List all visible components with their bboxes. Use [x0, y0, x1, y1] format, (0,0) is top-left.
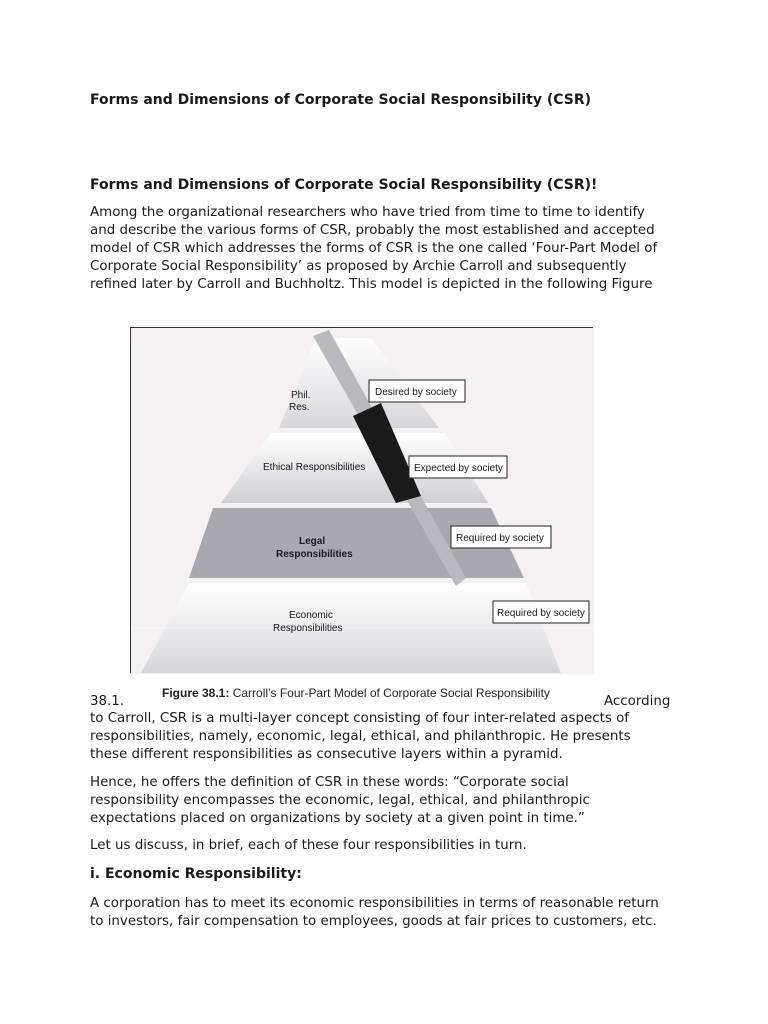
intro-paragraph	[90, 204, 690, 294]
required-box-economic	[493, 601, 589, 623]
legal-label-line1: Legal	[299, 536, 326, 547]
csr-pyramid-figure	[130, 327, 593, 673]
desired-box	[369, 380, 465, 402]
phil-label-line2: Res.	[289, 402, 310, 413]
figure-caption-label: Figure 38.1:	[162, 686, 230, 700]
svg-text:Required by society: Required by society	[456, 533, 544, 544]
svg-text:Expected by society: Expected by society	[414, 463, 503, 474]
paragraph-line: A corporation has to meet its economic responsibilities in terms of reasonable return	[90, 896, 659, 911]
phil-label-line1: Phil.	[291, 390, 311, 401]
figure-caption-row	[90, 686, 690, 709]
figure-caption-text: Carroll’s Four-Part Model of Corporate Social Responsibility	[229, 686, 550, 700]
expected-box	[409, 456, 507, 478]
paragraph-line: these different responsibilities as consecutive layers within a pyramid.	[90, 747, 563, 762]
intro-line: model of CSR which addresses the forms of CSR is the one called ‘Four-Part Model of	[90, 241, 658, 256]
figure-number: 38.1.	[90, 694, 125, 709]
according-text: According	[604, 694, 671, 709]
intro-line: refined later by Carroll and Buchholtz. This model is depicted in the following Figure	[90, 277, 653, 292]
svg-text:Required by society: Required by society	[497, 608, 585, 619]
intro-line: and describe the various forms of CSR, probably the most established and accepted	[90, 223, 655, 238]
ethical-label: Ethical Responsibilities	[263, 462, 366, 473]
csr-pyramid-diagram	[131, 328, 594, 674]
paragraph-line: to investors, fair compensation to employees, goods at fair prices to customers, etc.	[90, 914, 657, 929]
figure-caption	[162, 686, 550, 700]
paragraph-line: to Carroll, CSR is a multi-layer concept consisting of four inter-related aspects of	[90, 711, 629, 726]
svg-text:Desired by society: Desired by society	[375, 387, 457, 398]
discuss-paragraph: Let us discuss, in brief, each of these four responsibilities in turn.	[90, 838, 527, 853]
economic-label-line1: Economic	[289, 610, 333, 621]
document-title: Forms and Dimensions of Corporate Social Responsibility (CSR)	[90, 92, 592, 108]
paragraph-line: expectations placed on organizations by society at a given point in time.”	[90, 811, 585, 826]
intro-line: Among the organizational researchers who have tried from time to time to identify	[90, 205, 645, 220]
multi-layer-paragraph	[90, 710, 690, 764]
legal-label-line2: Responsibilities	[276, 549, 353, 560]
economic-responsibility-heading: i. Economic Responsibility:	[90, 866, 302, 882]
required-box-legal	[451, 526, 551, 548]
paragraph-line: responsibilities, namely, economic, legal, ethical, and philanthropic. He presents	[90, 729, 631, 744]
intro-line: Corporate Social Responsibility’ as proposed by Archie Carroll and subsequently	[90, 259, 627, 274]
section-subtitle: Forms and Dimensions of Corporate Social Responsibility (CSR)!	[90, 177, 598, 193]
paragraph-line: responsibility encompasses the economic, legal, ethical, and philanthropic	[90, 793, 590, 808]
economic-responsibility-paragraph	[90, 895, 690, 931]
paragraph-line: Hence, he offers the definition of CSR in these words: “Corporate social	[90, 775, 569, 790]
economic-label-line2: Responsibilities	[273, 623, 343, 634]
definition-paragraph	[90, 774, 690, 828]
